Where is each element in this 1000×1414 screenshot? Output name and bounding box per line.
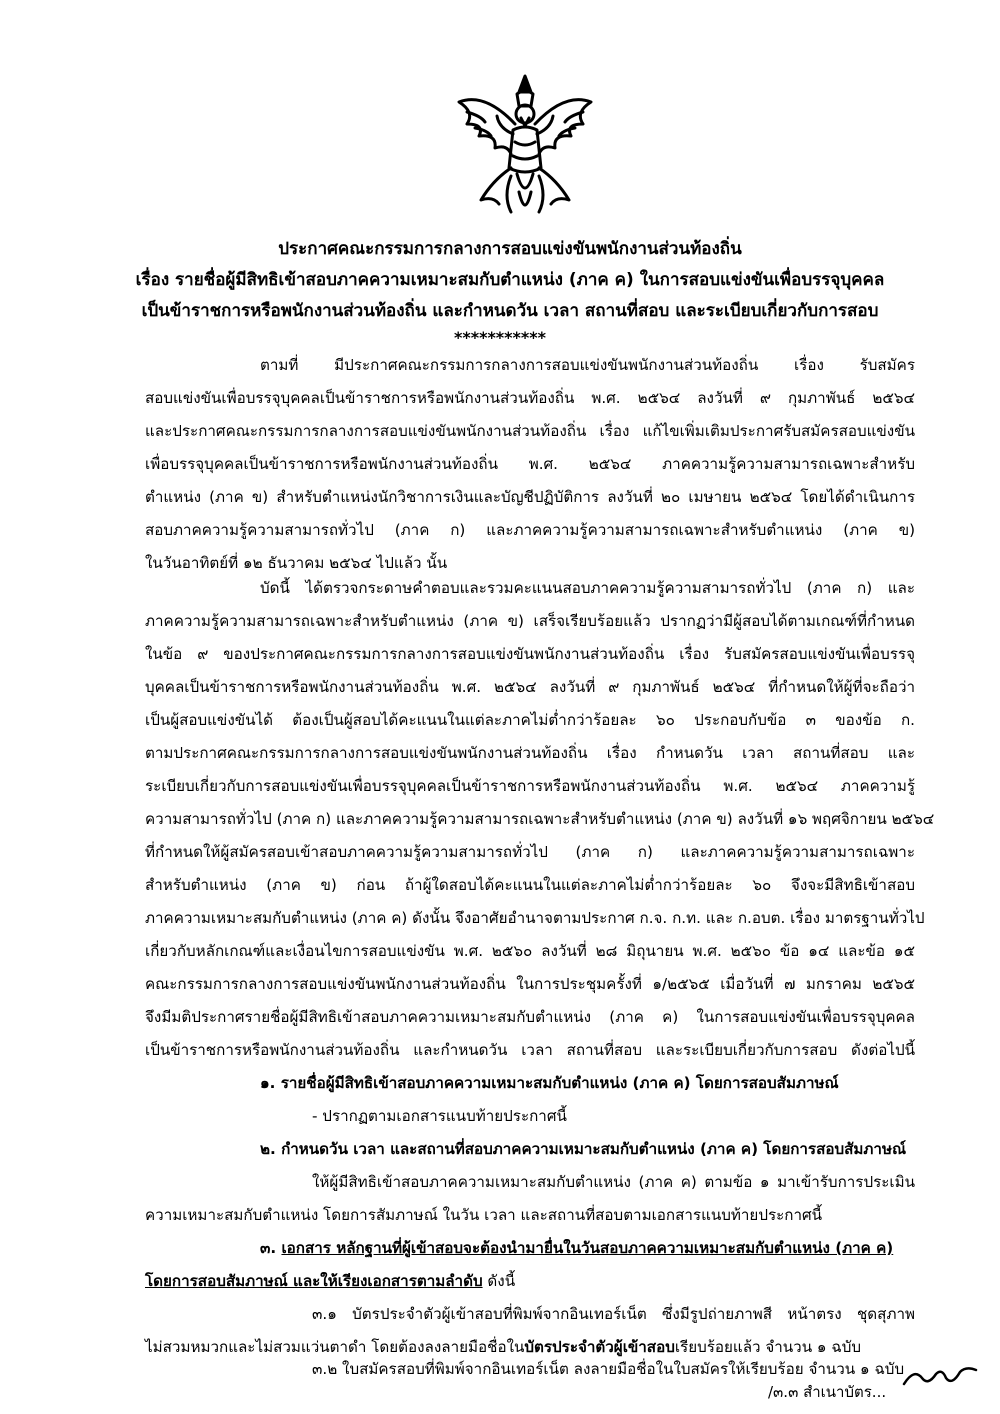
para2-line: ตามประกาศคณะกรรมการกลางการสอบแข่งขันพนักงานส่วนท้องถิ่น เรื่อง กำหนดวัน เวลา สถานที่สอบ และ <box>145 744 915 762</box>
para1-line: และประกาศคณะกรรมการกลางการสอบแข่งขันพนักงานส่วนท้องถิ่น เรื่อง แก้ไขเพิ่มเติมประกาศรับสมัครสอบแข่งขัน <box>145 422 915 440</box>
para1-line: เพื่อบรรจุบุคคลเป็นข้าราชการหรือพนักงานส่วนท้องถิ่น พ.ศ. ๒๕๖๔ ภาคความรู้ความสามารถเฉพาะสำหรับ <box>145 455 915 473</box>
title-separator: *********** <box>453 328 547 347</box>
subject-line-2: เป็นข้าราชการหรือพนักงานส่วนท้องถิ่น และกำหนดวัน เวลา สถานที่สอบ และระเบียบเกี่ยวกับการสอบ <box>141 301 879 321</box>
para2-line: สำหรับตำแหน่ง (ภาค ข) ก่อน ถ้าผู้ใดสอบได้คะแนนในแต่ละภาคไม่ต่ำกว่าร้อยละ ๖๐ จึงจะมีสิทธิเข้าสอบ <box>145 876 915 894</box>
para1-line: สอบแข่งขันเพื่อบรรจุบุคคลเป็นข้าราชการหรือพนักงานส่วนท้องถิ่น พ.ศ. ๒๕๖๔ ลงวันที่ ๙ กุมภาพันธ์ ๒๕๖๔ <box>145 389 915 407</box>
announcement-title: ประกาศคณะกรรมการกลางการสอบแข่งขันพนักงานส่วนท้องถิ่น <box>278 239 742 259</box>
item3-heading-underlined: เอกสาร หลักฐานที่ผู้เข้าสอบจะต้องนำมายื่นในวันสอบภาคความเหมาะสมกับตำแหน่ง (ภาค ค) <box>281 1239 894 1257</box>
para1-line: สอบภาคความรู้ความสามารถทั่วไป (ภาค ก) และภาคความรู้ความสามารถเฉพาะสำหรับตำแหน่ง (ภาค ข) <box>145 521 915 539</box>
page-continuation: /๓.๓ สำเนาบัตร... <box>768 1383 887 1401</box>
para2-line: ระเบียบเกี่ยวกับการสอบแข่งขันเพื่อบรรจุบุคคลเป็นข้าราชการหรือพนักงานส่วนท้องถิ่น พ.ศ. ๒๕๖๔ ภาคความรู้ <box>145 777 915 795</box>
item3-sub1-line: ๓.๑ บัตรประจำตัวผู้เข้าสอบที่พิมพ์จากอินเทอร์เน็ต ซึ่งมีรูปถ่ายภาพสี หน้าตรง ชุดสุภาพ <box>312 1305 915 1323</box>
item3-sub1-bold-text: บัตรประจำตัวผู้เข้าสอบ <box>524 1338 675 1356</box>
item1-heading: ๑. รายชื่อผู้มีสิทธิเข้าสอบภาคความเหมาะสมกับตำแหน่ง (ภาค ค) โดยการสอบสัมภาษณ์ <box>260 1074 839 1092</box>
subject-line-1: เรื่อง รายชื่อผู้มีสิทธิเข้าสอบภาคความเหมาะสมกับตำแหน่ง (ภาค ค) ในการสอบแข่งขันเพื่อบรรจุบุคคล <box>135 270 885 290</box>
para1-line: ตามที่ มีประกาศคณะกรรมการกลางการสอบแข่งขันพนักงานส่วนท้องถิ่น เรื่อง รับสมัคร <box>260 356 915 374</box>
para1-line: ในวันอาทิตย์ที่ ๑๒ ธันวาคม ๒๕๖๔ ไปแล้ว นั้น <box>145 554 448 572</box>
item3-heading-tail: ดังนี้ <box>482 1272 516 1290</box>
item3-heading-line-1 <box>260 1238 915 1258</box>
para1-line: ตำแหน่ง (ภาค ข) สำหรับตำแหน่งนักวิชาการเงินและบัญชีปฏิบัติการ ลงวันที่ ๒๐ เมษายน ๒๕๖๔ โดยได้ดำเนินการ <box>145 488 915 506</box>
item2-line: ให้ผู้มีสิทธิเข้าสอบภาคความเหมาะสมกับตำแหน่ง (ภาค ค) ตามข้อ ๑ มาเข้ารับการประเมิน <box>312 1173 915 1191</box>
item3-heading-line-2 <box>145 1271 915 1291</box>
para2-line: เกี่ยวกับหลักเกณฑ์และเงื่อนไขการสอบแข่งขัน พ.ศ. ๒๕๖๐ ลงวันที่ ๒๘ มิถุนายน พ.ศ. ๒๕๖๐ ข้อ ๑๔ และข้อ ๑๕ <box>145 942 915 960</box>
para2-line: ภาคความเหมาะสมกับตำแหน่ง (ภาค ค) ดังนั้น จึงอาศัยอำนาจตามประกาศ ก.จ. ก.ท. และ ก.อบต. เรื่อง มาตรฐานทั่วไป <box>145 909 925 927</box>
item3-sub1-text: ไม่สวมหมวกและไม่สวมแว่นตาดำ โดยต้องลงลายมือชื่อใน <box>145 1338 525 1356</box>
item1-text: - ปรากฏตามเอกสารแนบท้ายประกาศนี้ <box>312 1107 567 1125</box>
para2-line: เป็นข้าราชการหรือพนักงานส่วนท้องถิ่น และกำหนดวัน เวลา สถานที่สอบ และระเบียบเกี่ยวกับการสอบ ดังต่อไปนี้ <box>145 1041 915 1059</box>
para2-line: ความสามารถทั่วไป (ภาค ก) และภาคความรู้ความสามารถเฉพาะสำหรับตำแหน่ง (ภาค ข) ลงวันที่ ๑๖ พฤศจิกายน ๒๕๖๔ <box>145 810 935 828</box>
item2-line: ความเหมาะสมกับตำแหน่ง โดยการสัมภาษณ์ ในวัน เวลา และสถานที่สอบตามเอกสารแนบท้ายประกาศนี้ <box>145 1206 823 1224</box>
para2-line: ภาคความรู้ความสามารถเฉพาะสำหรับตำแหน่ง (ภาค ข) เสร็จเรียบร้อยแล้ว ปรากฏว่ามีผู้สอบได้ตามเกณฑ์ที่กำหนด <box>145 612 915 630</box>
initials-signature <box>900 1364 980 1390</box>
item3-sub2-line: ๓.๒ ใบสมัครสอบที่พิมพ์จากอินเทอร์เน็ต ลงลายมือชื่อในใบสมัครให้เรียบร้อย จำนวน ๑ ฉบับ <box>312 1360 905 1378</box>
garuda-emblem <box>445 72 605 222</box>
para2-line: จึงมีมติประกาศรายชื่อผู้มีสิทธิเข้าสอบภาคความเหมาะสมกับตำแหน่ง (ภาค ค) ในการสอบแข่งขันเพื่อบรรจุบุคคล <box>145 1008 915 1026</box>
para2-line: ในข้อ ๙ ของประกาศคณะกรรมการกลางการสอบแข่งขันพนักงานส่วนท้องถิ่น เรื่อง รับสมัครสอบแข่งขันเพื่อบรรจุ <box>145 645 915 663</box>
item3-number: ๓. <box>260 1239 277 1257</box>
item3-sub1-text: เรียบร้อยแล้ว จำนวน ๑ ฉบับ <box>674 1338 862 1356</box>
para2-line: บุคคลเป็นข้าราชการหรือพนักงานส่วนท้องถิ่น พ.ศ. ๒๕๖๔ ลงวันที่ ๙ กุมภาพันธ์ ๒๕๖๔ ที่กำหนดให้ผู้ที่จะถือว่า <box>145 678 915 696</box>
para2-line: ที่กำหนดให้ผู้สมัครสอบเข้าสอบภาคความรู้ความสามารถทั่วไป (ภาค ก) และภาคความรู้ความสามารถเฉพาะ <box>145 843 915 861</box>
para2-line: เป็นผู้สอบแข่งขันได้ ต้องเป็นผู้สอบได้คะแนนในแต่ละภาคไม่ต่ำกว่าร้อยละ ๖๐ ประกอบกับข้อ ๓ ของข้อ ก. <box>145 711 915 729</box>
item3-heading-underlined: โดยการสอบสัมภาษณ์ และให้เรียงเอกสารตามลำดับ <box>145 1272 483 1290</box>
item2-heading: ๒. กำหนดวัน เวลา และสถานที่สอบภาคความเหมาะสมกับตำแหน่ง (ภาค ค) โดยการสอบสัมภาษณ์ <box>260 1140 907 1158</box>
para2-line: บัดนี้ ได้ตรวจกระดาษคำตอบและรวมคะแนนสอบภาคความรู้ความสามารถทั่วไป (ภาค ก) และ <box>260 579 915 597</box>
item3-sub1-line <box>145 1337 915 1357</box>
para2-line: คณะกรรมการกลางการสอบแข่งขันพนักงานส่วนท้องถิ่น ในการประชุมครั้งที่ ๑/๒๕๖๕ เมื่อวันที่ ๗ มกราคม ๒๕๖๕ <box>145 975 915 993</box>
